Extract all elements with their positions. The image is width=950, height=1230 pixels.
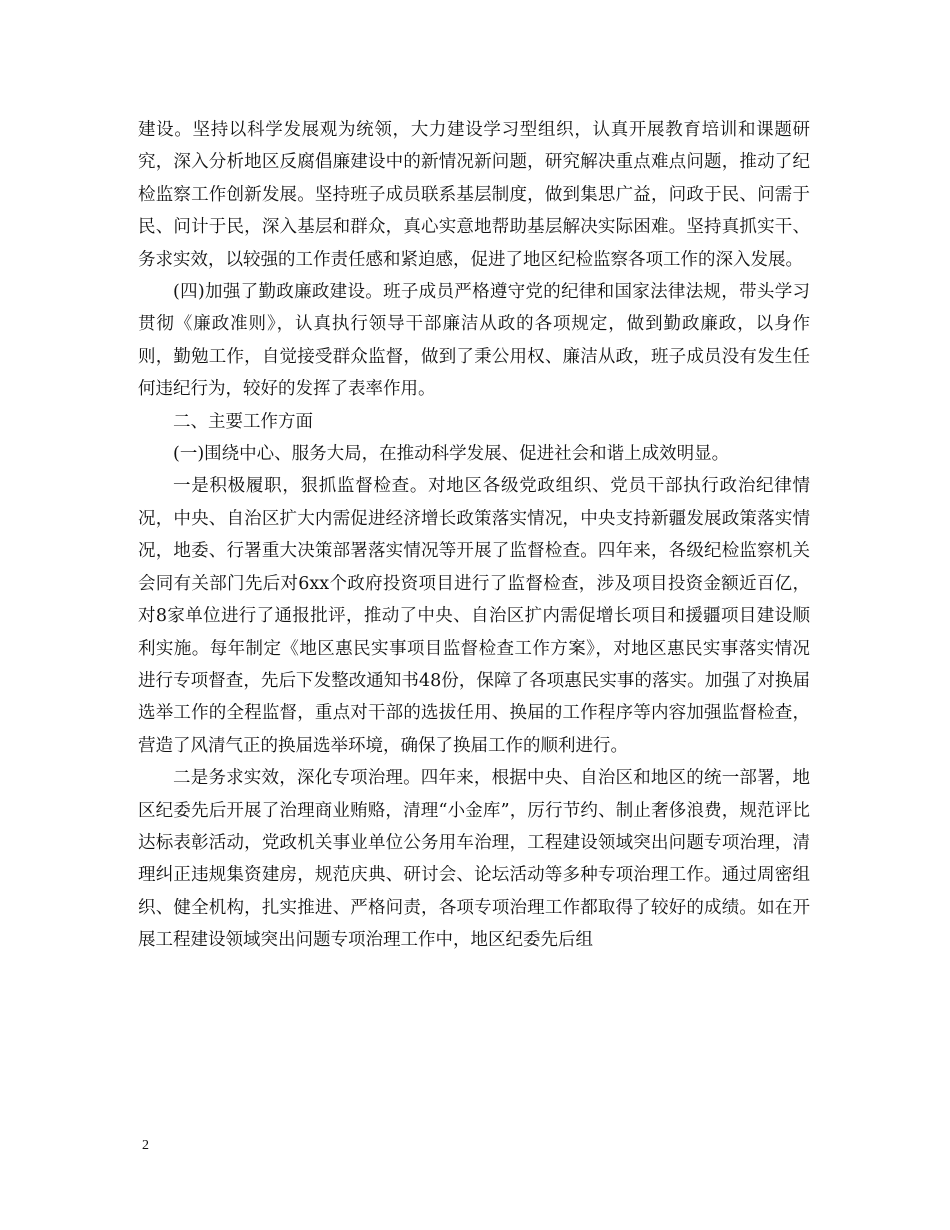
section-heading: 二、主要工作方面 [173,411,313,432]
paragraph-continuation: 建设。坚持以科学发展观为统领，大力建设学习型组织，认真开展教育培训和课题研究，深入分析地区反腐倡廉建设中的新情况新问题，研究解决重点难点问题，推动了纪检监察工作创新发展。坚持班子成员联系基层制度，做到集思广益，问政于民、问需于民、问计于民，深入基层和群众，真心实意地帮助基层解决实际困难。坚持真抓实干、务求实效，以较强的工作责任感和紧迫感，促进了地区纪检监察各项工作的深入发展。 [138,120,810,270]
page-number: 2 [142,1138,149,1153]
paragraph-section-four: (四)加强了勤政廉政建设。班子成员严格遵守党的纪律和国家法律法规，带头学习贯彻《廉政准则》，认真执行领导干部廉洁从政的各项规定，做到勤政廉政，以身作则，勤勉工作，自觉接受群众监督，做到了秉公用权、廉洁从政，班子成员没有发生任何违纪行为，较好的发挥了表率作用。 [138,282,810,400]
body-text [138,114,810,957]
subsection-heading: (一)围绕中心、服务大局，在推动科学发展、促进社会和谐上成效明显。 [173,444,730,465]
paragraph-special-governance: 二是务求实效，深化专项治理。四年来，根据中央、自治区和地区的统一部署，地区纪委先后开展了治理商业贿赂，清理“小金库”，厉行节约、制止奢侈浪费，规范评比达标表彰活动，党政机关事业单位公务用车治理，工程建设领域突出问题专项治理，清理纠正违规集资建房，规范庆典、研讨会、论坛活动等多种专项治理工作。通过周密组织、健全机构，扎实推进、严格问责，各项专项治理工作都取得了较好的成绩。如在开展工程建设领域突出问题专项治理工作中，地区纪委先后组 [138,768,810,951]
paragraph-supervision: 一是积极履职，狠抓监督检查。对地区各级党政组织、党员干部执行政治纪律情况，中央、自治区扩大内需促进经济增长政策落实情况，中央支持新疆发展政策落实情况，地委、行署重大决策部署落实情况等开展了监督检查。四年来，各级纪检监察机关会同有关部门先后对6xx个政府投资项目进行了监督检查，涉及项目投资金额近百亿，对8家单位进行了通报批评，推动了中央、自治区扩内需促增长项目和援疆项目建设顺利实施。每年制定《地区惠民实事项目监督检查工作方案》，对地区惠民实事落实情况进行专项督查，先后下发整改通知书48份，保障了各项惠民实事的落实。加强了对换届选举工作的全程监督，重点对干部的选拔任用、换届的工作程序等内容加强监督检查，营造了风清气正的换届选举环境，确保了换届工作的顺利进行。 [138,476,810,756]
